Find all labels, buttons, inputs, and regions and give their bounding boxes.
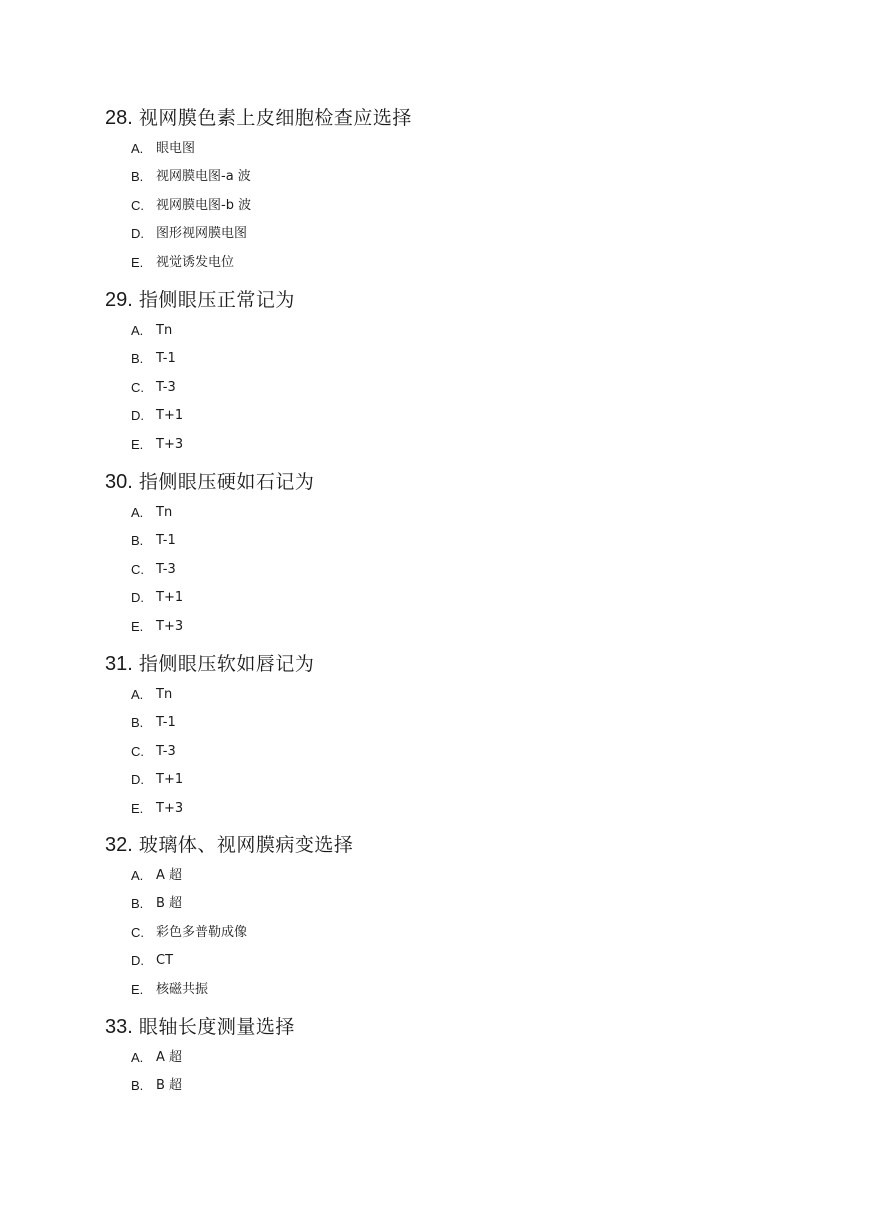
question-number: 30. (105, 471, 133, 493)
option-text: 图形视网膜电图 (156, 226, 248, 242)
question-28 (105, 101, 805, 277)
option-letter: B. (131, 896, 144, 912)
option-text: T+3 (156, 800, 184, 816)
option-a (131, 862, 805, 890)
option-list (105, 135, 805, 277)
option-letter: E. (131, 254, 144, 270)
option-letter: B. (131, 533, 144, 549)
option-letter: B. (131, 169, 144, 185)
option-b (131, 709, 805, 737)
option-e (131, 613, 805, 641)
question-number: 31. (105, 653, 133, 675)
option-text: T-1 (156, 351, 176, 367)
option-text: T-3 (156, 743, 176, 759)
question-title (105, 1010, 805, 1044)
option-letter: A. (131, 868, 144, 883)
option-letter: D. (131, 408, 144, 424)
option-text: T-3 (156, 561, 176, 577)
option-letter: B. (131, 1078, 144, 1094)
option-a (131, 317, 805, 345)
option-b (131, 163, 805, 191)
option-a (131, 1044, 805, 1072)
option-letter: D. (131, 953, 144, 969)
option-letter: D. (131, 772, 144, 788)
option-c (131, 738, 805, 766)
option-text: T+1 (156, 772, 184, 788)
option-b (131, 1072, 805, 1100)
option-a (131, 681, 805, 709)
option-text: 视网膜电图-b 波 (156, 197, 252, 213)
question-text: 指侧眼压正常记为 (138, 289, 295, 311)
option-text: T+1 (156, 408, 184, 424)
question-number: 28. (105, 107, 133, 129)
option-e (131, 431, 805, 459)
option-e (131, 976, 805, 1004)
option-letter: E. (131, 618, 144, 634)
question-text: 视网膜色素上皮细胞检查应选择 (138, 107, 412, 129)
option-letter: D. (131, 226, 144, 242)
option-b (131, 890, 805, 918)
option-letter: D. (131, 590, 144, 606)
option-e (131, 795, 805, 823)
option-letter: C. (131, 379, 144, 395)
option-list (105, 681, 805, 823)
option-text: B 超 (156, 1078, 183, 1094)
option-c (131, 556, 805, 584)
option-text: T-1 (156, 715, 176, 731)
option-list (105, 317, 805, 459)
question-29 (105, 283, 805, 459)
option-text: T+3 (156, 618, 184, 634)
option-d (131, 766, 805, 794)
option-text: B 超 (156, 896, 183, 912)
option-b (131, 345, 805, 373)
option-text: A 超 (156, 868, 183, 883)
option-c (131, 374, 805, 402)
option-text: T+1 (156, 590, 184, 606)
option-text: 视网膜电图-a 波 (156, 169, 251, 185)
option-d (131, 402, 805, 430)
option-letter: B. (131, 715, 144, 731)
option-text: Tn (156, 687, 173, 702)
question-32 (105, 828, 805, 1004)
option-letter: E. (131, 800, 144, 816)
option-list (105, 499, 805, 641)
option-text: T-1 (156, 533, 176, 549)
option-text: T+3 (156, 436, 184, 452)
question-title (105, 283, 805, 317)
option-d (131, 947, 805, 975)
question-title (105, 101, 805, 135)
option-list (105, 1044, 805, 1101)
question-text: 指侧眼压硬如石记为 (138, 471, 315, 493)
option-letter: A. (131, 505, 144, 520)
question-text: 玻璃体、视网膜病变选择 (138, 834, 354, 856)
option-a (131, 135, 805, 163)
question-31 (105, 647, 805, 823)
option-letter: A. (131, 323, 144, 338)
question-text: 指侧眼压软如唇记为 (138, 653, 315, 675)
option-list (105, 862, 805, 1004)
option-c (131, 192, 805, 220)
option-text: Tn (156, 505, 173, 520)
question-30 (105, 465, 805, 641)
option-text: A 超 (156, 1050, 183, 1065)
option-d (131, 220, 805, 248)
option-c (131, 919, 805, 947)
question-title (105, 828, 805, 862)
option-d (131, 584, 805, 612)
question-title (105, 647, 805, 681)
option-text: 核磁共振 (156, 981, 209, 997)
option-text: 彩色多普勒成像 (156, 924, 248, 940)
option-letter: C. (131, 924, 144, 940)
option-letter: A. (131, 141, 144, 156)
option-a (131, 499, 805, 527)
option-e (131, 249, 805, 277)
question-title (105, 465, 805, 499)
option-text: T-3 (156, 379, 176, 395)
option-text: 视觉诱发电位 (156, 254, 235, 270)
question-number: 33. (105, 1016, 133, 1038)
option-letter: C. (131, 561, 144, 577)
option-text: Tn (156, 323, 173, 338)
option-letter: E. (131, 436, 144, 452)
option-letter: E. (131, 981, 144, 997)
option-letter: C. (131, 197, 144, 213)
option-b (131, 527, 805, 555)
option-text: 眼电图 (156, 141, 196, 156)
question-text: 眼轴长度测量选择 (138, 1016, 295, 1038)
option-letter: C. (131, 743, 144, 759)
question-33 (105, 1010, 805, 1101)
option-letter: A. (131, 1050, 144, 1065)
option-letter: B. (131, 351, 144, 367)
question-number: 29. (105, 289, 133, 311)
option-text: CT (156, 953, 174, 969)
question-number: 32. (105, 834, 133, 856)
option-letter: A. (131, 687, 144, 702)
